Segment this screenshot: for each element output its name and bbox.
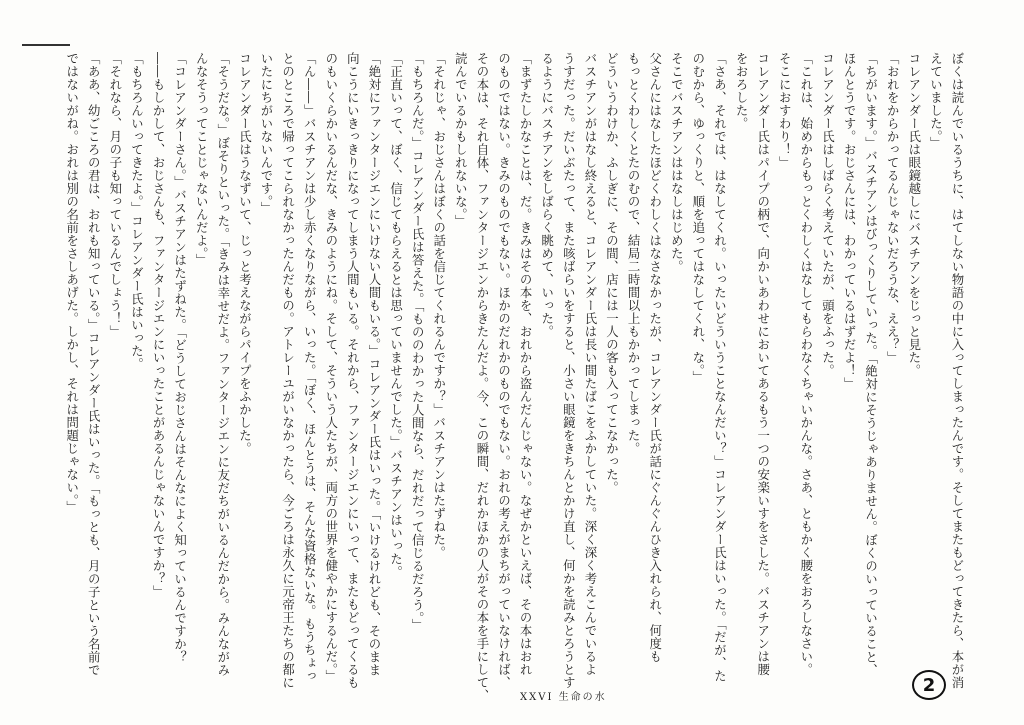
text-column: 「それなら、月の子も知っているんでしょう！」: [107, 52, 123, 338]
text-column: 向こうにいきっきりになってしまう人間もいる。それから、ファンタージエンにいって、またもどってくるも: [345, 52, 361, 689]
text-column: コレアンダー氏はうなずいて、じっと考えながらパイプをふかした。: [237, 52, 253, 455]
text-column: 「コレアンダーさん。」バスチアンはたずねた。「どうしておじさんはそんなによく知っているんですか？: [172, 52, 188, 664]
text-column: うすだった。だいぶたって、また咳ばらいをすると、小さい眼鏡をきちんとかけ直し、何かを読みとろうとす: [561, 52, 577, 689]
text-column: もっとくわしくとたのむので、結局二時間以上もかかってしまった。: [626, 52, 642, 455]
text-column: コレアンダー氏は眼鏡越しにバスチアンをじっと見た。: [906, 52, 922, 377]
text-column: 父さんにはなしたほどくわしくはなさなかったが、コレアンダー氏が話にぐんぐんひき入れられ、何度も: [647, 52, 663, 663]
page-number-circle: [912, 670, 946, 700]
text-column: 「ん――」バスチアンは少し赤くなりながら、いった。「ぼく、ほんとうは、そんな資格ないな。もうちょっ: [302, 52, 318, 683]
text-column: 「ちがいます。」バスチアンはびっくりしていった。「絶対にそうじゃありません。ぼくのいっていること、: [863, 52, 879, 677]
text-column: るようにバスチアンをしばらく眺めて、いった。: [539, 52, 555, 338]
text-column: バスチアンがはなし終えると、コレアンダー氏は長い間たばこをふかしていた。深く深く考えこんでいるよ: [582, 52, 598, 676]
text-column: 「正直いって、ぼく、信じてもらえるとは思っていませんでした。」バスチアンはいった。: [388, 52, 404, 579]
text-column: 「そうだな。」ぼそりといった。「きみは幸せだよ。ファンタージエンに友だちがいるんだから。みんながみ: [215, 52, 231, 677]
text-column: そこにおすわり！」: [777, 52, 793, 169]
text-column: 「それじゃ、おじさんはぼくの話を信じてくれるんですか？」バスチアンはたずねた。: [431, 52, 447, 559]
text-column: 「ああ、幼ごころの君は、おれも知っている。」コレアンダー氏はいった。「もっとも、月の子という名前で: [86, 52, 102, 677]
text-column: 「さあ、それでは、はなしてくれ。いったいどういうことなんだい？」コレアンダー氏はいった。「だが、た: [712, 52, 728, 683]
text-column: とのところで帰ってこられなかったんだもの。アトレーユがいなかったら、今ごろは永久に元帝王たちの都に: [280, 52, 296, 689]
text-column: 「これは、始めからもっとくわしくはなしてもらわなくちゃいかんな。さあ、ともかく腰をおろしなさい。: [798, 52, 814, 676]
text-column: コレアンダー氏はしばらく考えていたが、頭をふった。: [820, 52, 836, 377]
text-column: 「おれをからかってるんじゃないだろうな、ええ？」: [885, 52, 901, 364]
text-column: その本は、それ自体、ファンタージエンからきたんだよ。今、この瞬間、だれかほかの人がその本を手にして、: [474, 52, 490, 702]
text-column: 「もちろんだ。」コレアンダー氏は答えた。「もののわかった人間なら、だれだって信じるだろう。」: [410, 52, 426, 632]
text-column: ぼくは読んでいるうちに、はてしない物語の中に入ってしまったんです。そしてまたもどってきたら、本が消: [950, 52, 965, 689]
text-column: ではないがね。おれは別の名前をさしあげた。しかし、それは問題じゃない。」: [64, 52, 80, 514]
text-column: えていました。」: [928, 52, 944, 150]
text-column: どういうわけか、ふしぎに、その間、店には一人の客も入ってこなかった。: [604, 52, 620, 494]
text-column: ――もしかして、おじさんも、ファンタージエンにいったことがあるんじゃないんですか？」: [151, 52, 167, 598]
text-column: 「まずたしかなことは、だ。きみはその本を、おれから盗んだんじゃない。なぜかといえば、その本はおれ: [518, 52, 534, 676]
page-number: 2: [922, 674, 936, 696]
text-column: そこでバスチアンははなしはじめた。: [669, 52, 685, 273]
text-column: 「絶対にファンタージエンにいけない人間もいる。」コレアンダー氏はいった。「いけるけれども、そのまま: [366, 52, 382, 677]
text-column: ほんとうです。おじさんには、わかっているはずだよ！」: [842, 52, 858, 390]
text-column: んなそうってことじゃないんだよ。」: [194, 52, 210, 267]
text-column: をおろした。: [734, 52, 750, 130]
text-column: コレアンダー氏はパイプの柄で、向かいあわせにおいてあるもう一つの安楽いすをさした。バスチアンは腰: [755, 52, 771, 676]
text-column: 読んでいるかもしれないな。」: [453, 52, 469, 228]
text-column: のむから、ゆっくりと、順を追ってはなしてくれ、な。」: [690, 52, 706, 384]
text-column: のもいくらかいるんだな、きみのようにね。そして、そういう人たちが、両方の世界を健やかにするんだ。」: [323, 52, 339, 683]
text-column: 「もちろんいってきたよ。」コレアンダー氏はいった。: [129, 52, 145, 371]
running-footer: XXVI 生命の水: [520, 692, 607, 703]
text-column: いたにちがいないんです。」: [259, 52, 274, 215]
top-rule: [22, 44, 70, 46]
text-column: のものではない。きみのものでもない。ほかのだれかのものでもない。おれの考えがまちがっていなければ、: [496, 52, 512, 689]
